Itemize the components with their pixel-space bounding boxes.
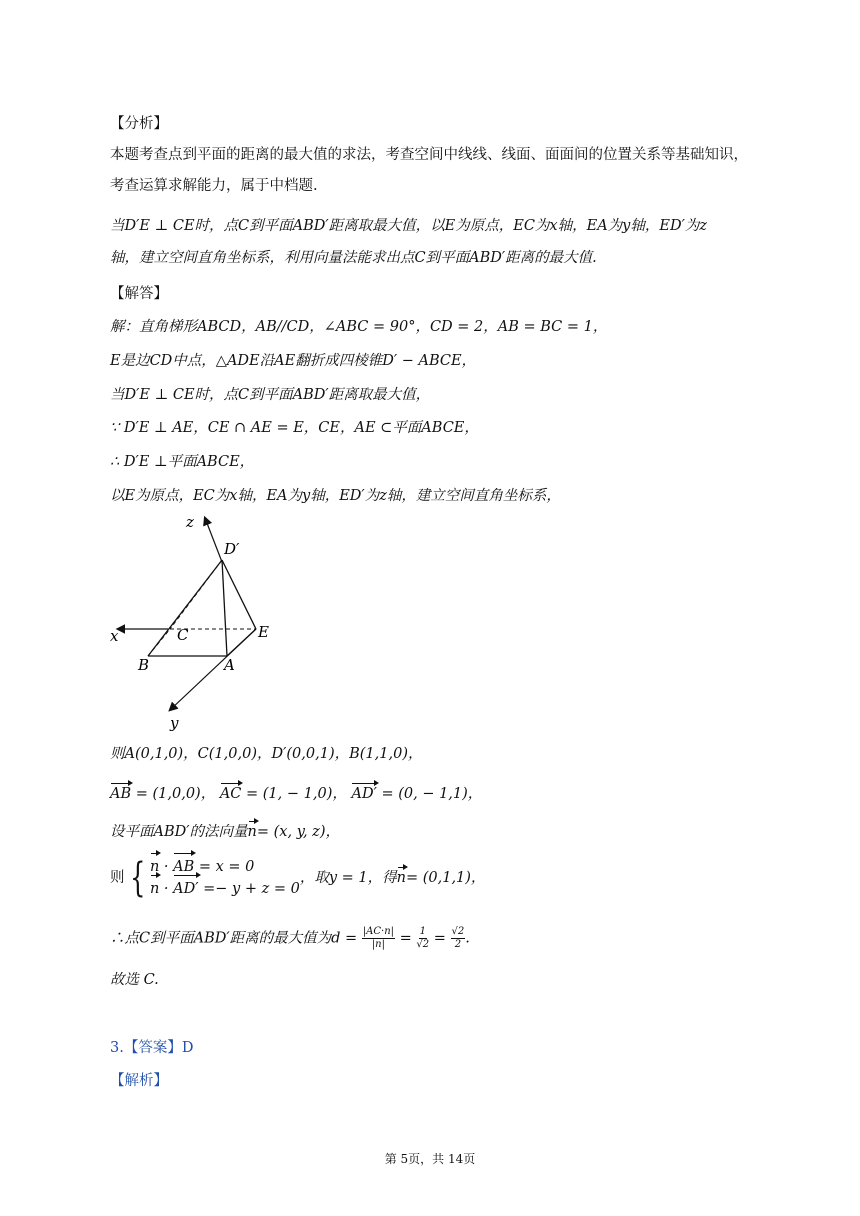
edge-de <box>222 560 256 629</box>
vector-ad-value: = (0, − 1,1)， <box>381 786 483 802</box>
fraction-3: $\frac{√2}{2}$ <box>451 926 465 950</box>
system-prefix: 则 <box>110 870 125 886</box>
system-n: n <box>396 870 406 886</box>
pyramid-figure <box>100 510 300 735</box>
eq-sign-2: = <box>433 930 446 947</box>
z-axis <box>205 518 222 562</box>
vector-ac-value: = (1, − 1,0)， <box>246 786 347 802</box>
solution-header: 【解答】 <box>110 286 168 302</box>
equation-system <box>110 856 485 900</box>
solution-line-4: ∵ D′E ⊥ AE，CE ∩ AE = E，CE，AE ⊂平面ABCE， <box>110 420 479 436</box>
coordinates-line: 则A(0,1,0)，C(1,0,0)，D′(0,0,1)，B(1,1,0)， <box>110 746 423 762</box>
normal-vector-line <box>110 820 340 841</box>
analysis-line-4: 轴，建立空间直角坐标系，利用向量法能求出点C到平面ABD′距离的最大值. <box>110 250 597 266</box>
analysis-3-header: 【解析】 <box>110 1073 168 1089</box>
label-e: E <box>258 623 269 641</box>
label-x: x <box>110 627 119 645</box>
solution-line-3: 当D′E ⊥ CE时，点C到平面ABD′距离取最大值， <box>110 387 431 403</box>
fraction-1: $\frac{|AC\cdot n|}{|n|}$ <box>362 926 395 950</box>
distance-line <box>110 926 470 951</box>
equation-1: n · AB = x = 0 <box>150 856 300 878</box>
eq-sign-1: = <box>399 930 412 947</box>
normal-n: n <box>247 824 257 840</box>
distance-pre: ∴点C到平面ABD′距离的最大值为d = <box>110 930 358 947</box>
vectors-line <box>110 782 482 803</box>
solution-line-5: ∴ D′E ⊥平面ABCE， <box>110 454 255 470</box>
brace: { <box>129 855 145 901</box>
system-after-2: = (0,1,1)， <box>405 870 486 886</box>
label-b: B <box>138 656 150 674</box>
equation-2: n · AD′ =− y + z = 0 <box>150 878 300 900</box>
distance-end: . <box>465 930 470 947</box>
answer-3: 3.【答案】D <box>110 1040 194 1056</box>
vector-ad: AD′ <box>351 786 377 802</box>
analysis-header: 【分析】 <box>110 116 168 132</box>
system-equations <box>150 856 300 900</box>
choice-line: 故选 C. <box>110 972 159 988</box>
system-after: ，取y = 1，得 <box>299 870 397 886</box>
vector-ab: AB <box>110 786 132 802</box>
normal-post: = (x, y, z)， <box>256 824 340 840</box>
page-footer: 第 5页，共 14页 <box>384 1152 476 1166</box>
analysis-text: 本题考查点到平面的距离的最大值的求法，考查空间中线线、线面、面面间的位置关系等基础知识，考查运算求解能力，属于中档题. <box>110 147 748 194</box>
vector-ac: AC <box>219 786 242 802</box>
label-a: A <box>224 656 235 674</box>
label-y: y <box>170 714 179 732</box>
solution-line-1: 解：直角梯形ABCD，AB//CD，∠ABC = 90°，CD = 2，AB = BC = 1， <box>110 319 608 335</box>
analysis-line-3: 当D′E ⊥ CE时，点C到平面ABD′距离取最大值，以E为原点，EC为x轴，EA为y轴，ED′为z <box>110 218 708 234</box>
label-c: C <box>177 626 189 644</box>
edge-ae <box>227 629 256 656</box>
normal-pre: 设平面ABD′的法向量 <box>110 824 248 840</box>
vector-ab-value: = (1,0,0)， <box>135 786 216 802</box>
label-d-prime: D′ <box>224 540 240 558</box>
edge-da <box>222 560 227 656</box>
fraction-2: $\frac{1}{√2}$ <box>416 926 430 950</box>
label-z: z <box>186 513 194 531</box>
solution-line-6: 以E为原点，EC为x轴，EA为y轴，ED′为z轴，建立空间直角坐标系， <box>110 488 561 504</box>
solution-line-2: E是边CD中点，△ADE沿AE翻折成四棱锥D′ − ABCE， <box>110 353 477 369</box>
